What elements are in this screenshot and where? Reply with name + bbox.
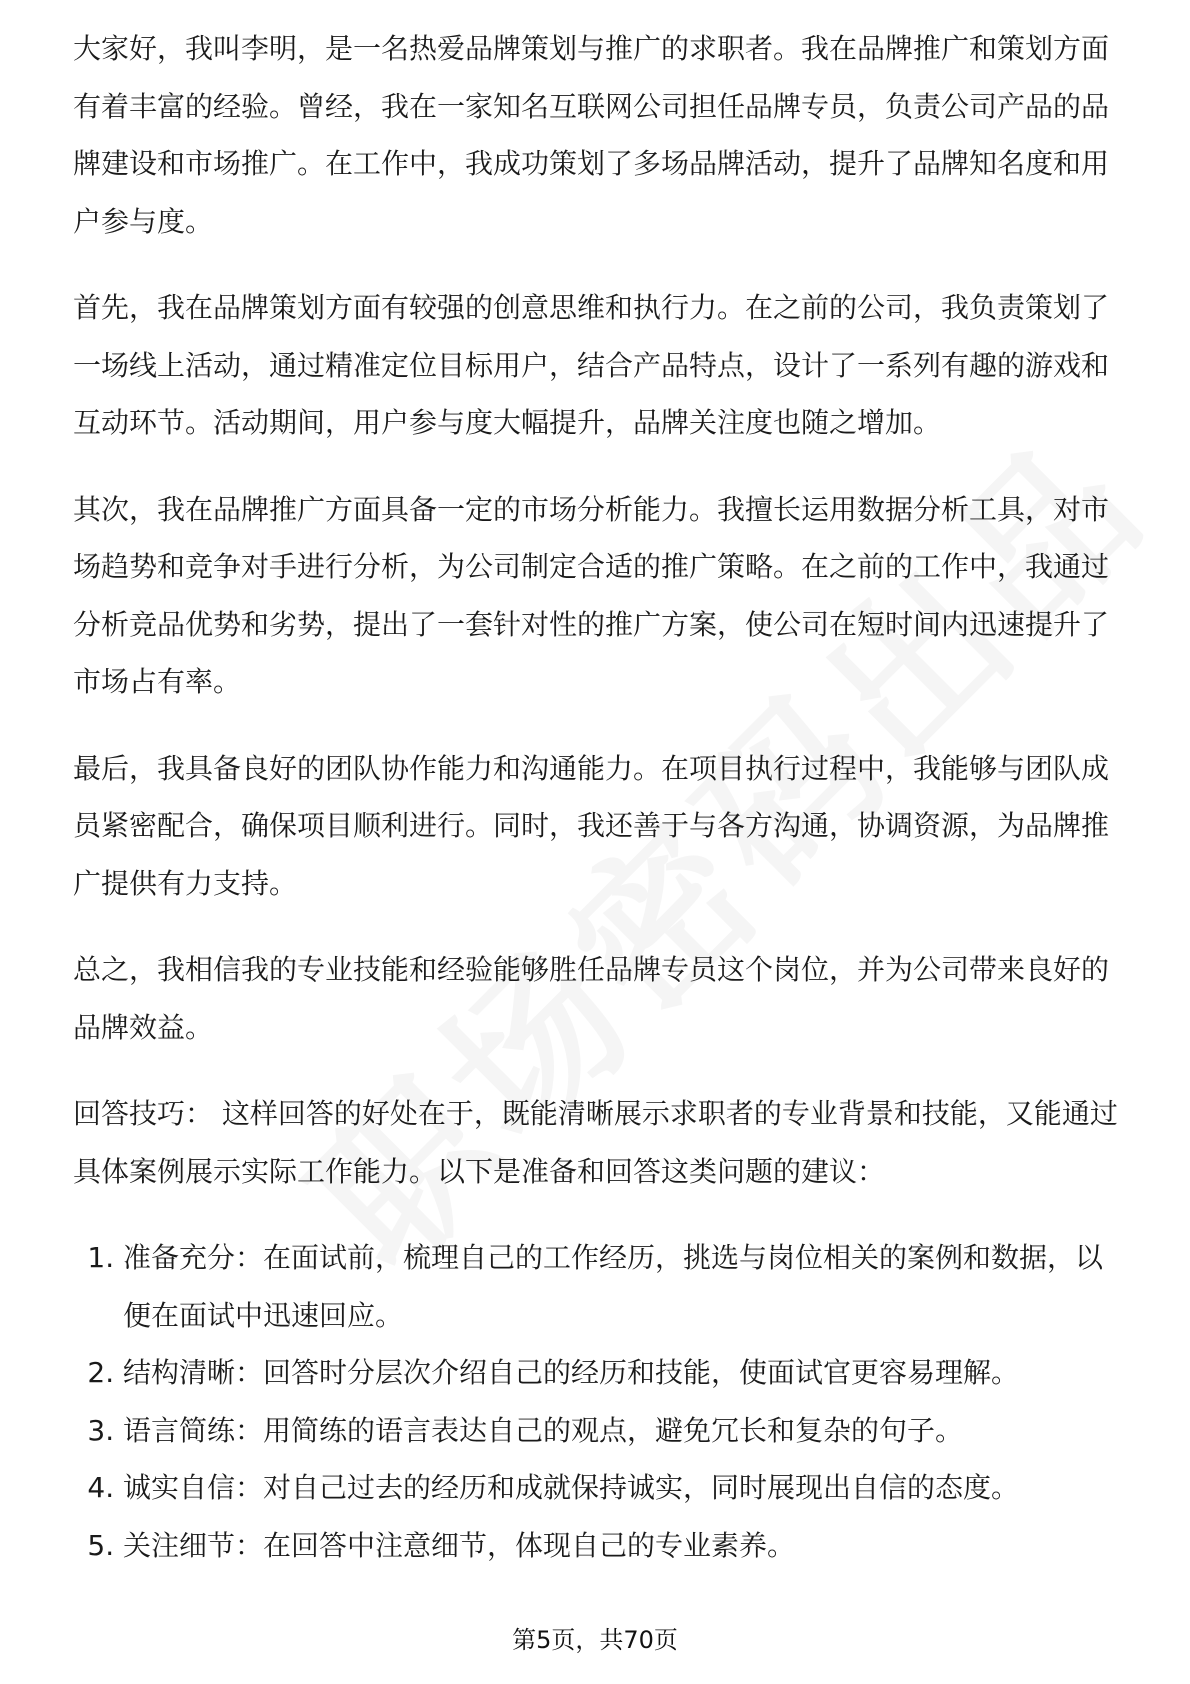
list-item: 5. 关注细节：在回答中注意细节，体现自己的专业素养。 bbox=[123, 1517, 1123, 1575]
paragraph-first: 首先，我在品牌策划方面有较强的创意思维和执行力。在之前的公司，我负责策划了一场线上活动，通过精准定位目标用户，结合产品特点，设计了一系列有趣的游戏和互动环节。活动期间，用户参与度大幅提升，品牌关注度也随之增加。 bbox=[73, 291, 1110, 439]
list-item: 2. 结构清晰：回答时分层次介绍自己的经历和技能，使面试官更容易理解。 bbox=[123, 1344, 1123, 1402]
paragraph-second: 其次，我在品牌推广方面具备一定的市场分析能力。我擅长运用数据分析工具，对市场趋势和竞争对手进行分析，为公司制定合适的推广策略。在之前的工作中，我通过分析竞品优势和劣势，提出了一套针对性的推广方案，使公司在短时间内迅速提升了市场占有率。 bbox=[73, 492, 1110, 698]
paragraph-tips-intro: 回答技巧： 这样回答的好处在于，既能清晰展示求职者的专业背景和技能，又能通过具体案例展示实际工作能力。以下是准备和回答这类问题的建议： bbox=[73, 1097, 1118, 1188]
list-item: 3. 语言简练：用简练的语言表达自己的观点，避免冗长和复杂的句子。 bbox=[123, 1402, 1123, 1460]
tips-list bbox=[73, 1229, 1123, 1574]
paragraph-last: 最后，我具备良好的团队协作能力和沟通能力。在项目执行过程中，我能够与团队成员紧密配合，确保项目顺利进行。同时，我还善于与各方沟通，协调资源，为品牌推广提供有力支持。 bbox=[73, 751, 1110, 900]
page-number: 第5页，共70页 bbox=[512, 1626, 678, 1654]
paragraph-intro: 大家好，我叫李明，是一名热爱品牌策划与推广的求职者。我在品牌推广和策划方面有着丰富的经验。曾经，我在一家知名互联网公司担任品牌专员，负责公司产品的品牌建设和市场推广。在工作中，我成功策划了多场品牌活动，提升了品牌知名度和用户参与度。 bbox=[73, 32, 1110, 238]
list-item: 4. 诚实自信：对自己过去的经历和成就保持诚实，同时展现出自信的态度。 bbox=[123, 1459, 1123, 1517]
paragraph-conclusion: 总之，我相信我的专业技能和经验能够胜任品牌专员这个岗位，并为公司带来良好的品牌效益。 bbox=[73, 953, 1110, 1044]
document-body bbox=[73, 20, 1123, 1574]
list-item: 1. 准备充分：在面试前，梳理自己的工作经历，挑选与岗位相关的案例和数据，以便在面试中迅速回应。 bbox=[123, 1229, 1123, 1344]
